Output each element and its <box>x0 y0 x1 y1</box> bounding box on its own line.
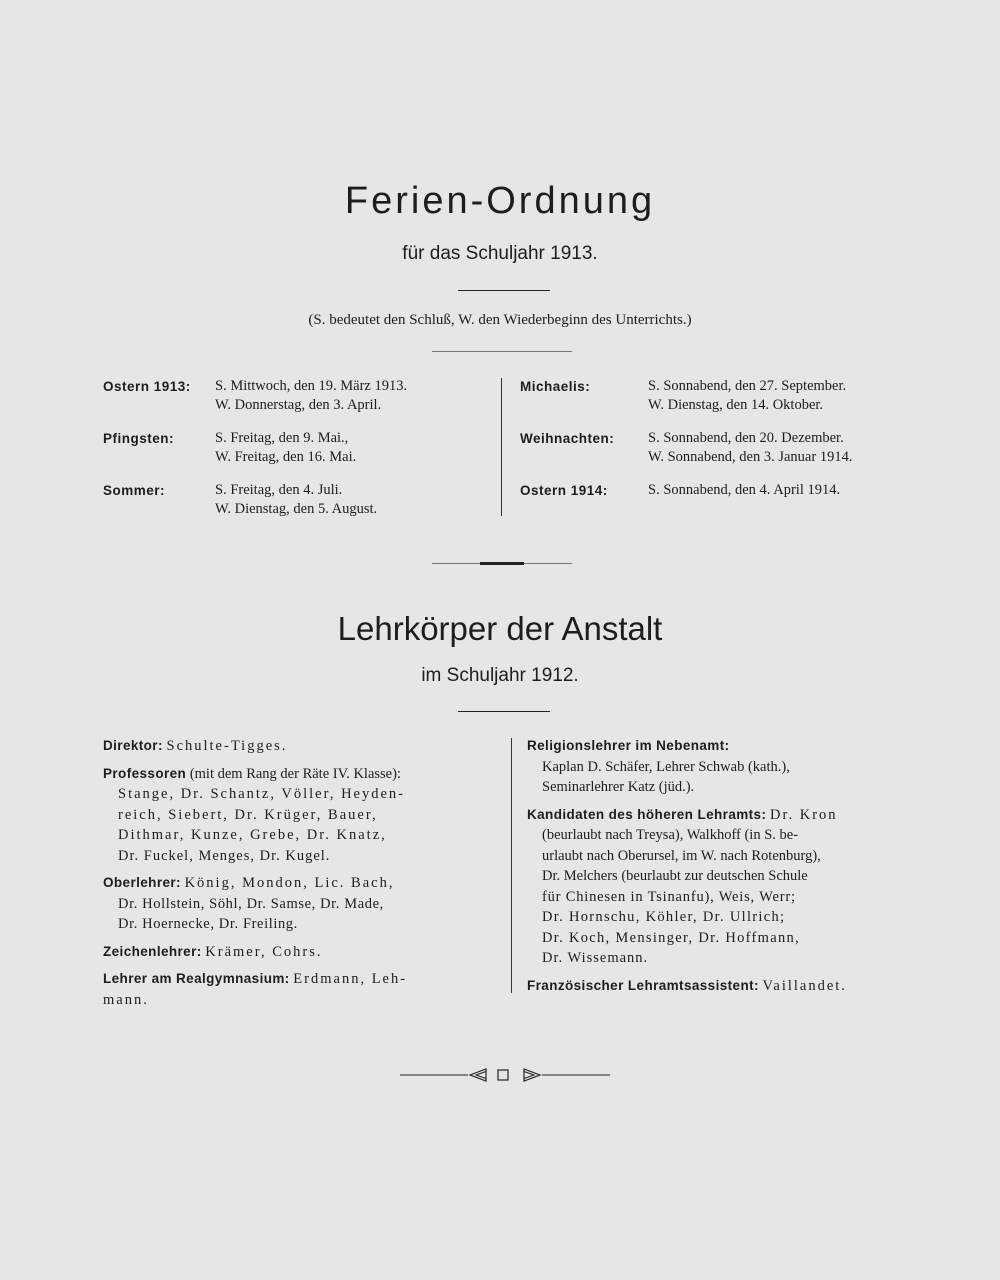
staff-names: Schulte-Tigges. <box>166 738 288 754</box>
staff-names: mann. <box>103 991 149 1008</box>
staff-kandidaten <box>527 805 912 969</box>
holiday-label: Ostern 1914: <box>520 483 608 498</box>
holiday-end: W. Donnerstag, den 3. April. <box>215 397 382 413</box>
holiday-start: S. Sonnabend, den 20. Dezember. <box>648 430 844 446</box>
ferien-subtitle: für das Schuljahr 1913. <box>402 243 598 264</box>
staff-names: Dithmar, Kunze, Grebe, Dr. Knatz, <box>118 827 387 843</box>
divider <box>458 290 550 291</box>
staff-names: für Chinesen in Tsinanfu), Weis, Werr; <box>542 888 796 905</box>
staff-right-column <box>527 736 912 1003</box>
staff-label: Oberlehrer: <box>103 875 181 890</box>
staff-names: Erdmann, Leh- <box>293 971 408 987</box>
holiday-start: S. Freitag, den 9. Mai., <box>215 430 349 446</box>
staff-names: Vaillandet. <box>762 977 847 994</box>
staff-label: Lehrer am Realgymnasium: <box>103 971 290 986</box>
staff-names: Dr. Koch, Mensinger, Dr. Hoffmann, <box>542 929 800 946</box>
staff-names: Dr. Hornschu, Köhler, Dr. Ullrich; <box>542 909 786 925</box>
staff-names: urlaubt nach Oberursel, im W. nach Rotenburg), <box>542 847 821 864</box>
staff-assistent <box>527 976 912 997</box>
holiday-label: Ostern 1913: <box>103 379 191 394</box>
staff-names: Dr. Fuckel, Menges, Dr. Kugel. <box>118 847 331 864</box>
staff-label: Kandidaten des höheren Lehramts: <box>527 806 767 822</box>
holiday-end: W. Dienstag, den 5. August. <box>215 501 378 517</box>
staff-left-column <box>103 736 488 1017</box>
staff-names: Stange, Dr. Schantz, Völler, Heyden- <box>118 786 405 802</box>
staff-label: Professoren <box>103 765 187 781</box>
staff-label: Französischer Lehramtsassistent: <box>527 977 759 993</box>
holiday-start: S. Sonnabend, den 27. September. <box>648 378 847 394</box>
staff-label: Zeichenlehrer: <box>103 943 202 959</box>
staff-note: (mit dem Rang der Räte IV. Klasse): <box>189 765 401 782</box>
ornament-divider-icon <box>400 1068 610 1082</box>
staff-names: Seminarlehrer Katz (jüd.). <box>542 779 695 795</box>
staff-names: Dr. Kron <box>769 806 838 823</box>
staff-professoren <box>103 764 488 867</box>
staff-names: Dr. Hollstein, Söhl, Dr. Samse, Dr. Made, <box>118 895 384 912</box>
holiday-label: Sommer: <box>103 483 166 498</box>
staff-names: Dr. Hoernecke, Dr. Freiling. <box>118 916 298 932</box>
staff-label: Religionslehrer im Nebenamt: <box>527 738 730 753</box>
holiday-end: W. Dienstag, den 14. Oktober. <box>648 397 824 413</box>
staff-oberlehrer <box>103 873 488 935</box>
column-divider <box>511 738 512 993</box>
holiday-label: Pfingsten: <box>103 431 174 446</box>
staff-names: reich, Siebert, Dr. Krüger, Bauer, <box>118 806 378 823</box>
ferien-note: (S. bedeutet den Schluß, W. den Wiederbeginn des Unterrichts.) <box>308 312 692 328</box>
staff-zeichenlehrer <box>103 942 488 963</box>
staff-names: Dr. Wissemann. <box>542 950 649 966</box>
divider <box>480 562 524 565</box>
staff-religionslehrer <box>527 736 912 798</box>
lehrkoerper-title: Lehrkörper der Anstalt <box>337 610 663 647</box>
staff-label: Direktor: <box>103 738 163 753</box>
holiday-start: S. Freitag, den 4. Juli. <box>215 482 343 498</box>
lehrkoerper-subtitle: im Schuljahr 1912. <box>421 665 579 686</box>
divider <box>432 351 572 352</box>
holiday-start: S. Mittwoch, den 19. März 1913. <box>215 378 408 394</box>
staff-names: Krämer, Cohrs. <box>205 943 323 960</box>
staff-direktor <box>103 736 488 757</box>
divider <box>458 711 550 712</box>
holiday-start: S. Sonnabend, den 4. April 1914. <box>648 482 841 498</box>
staff-names: (beurlaubt nach Treysa), Walkhoff (in S. be- <box>542 827 799 843</box>
staff-names: Kaplan D. Schäfer, Lehrer Schwab (kath.), <box>542 758 790 775</box>
staff-names: Dr. Melchers (beurlaubt zur deutschen Schule <box>542 868 808 884</box>
holiday-label: Weihnachten: <box>520 431 615 446</box>
ferien-title: Ferien-Ordnung <box>344 180 656 222</box>
staff-lehrer-realgymnasium <box>103 969 488 1010</box>
holiday-end: W. Sonnabend, den 3. Januar 1914. <box>648 449 853 465</box>
staff-names: König, Mondon, Lic. Bach, <box>184 875 395 891</box>
holiday-label: Michaelis: <box>520 379 591 394</box>
holiday-end: W. Freitag, den 16. Mai. <box>215 449 357 465</box>
column-divider <box>501 378 502 516</box>
